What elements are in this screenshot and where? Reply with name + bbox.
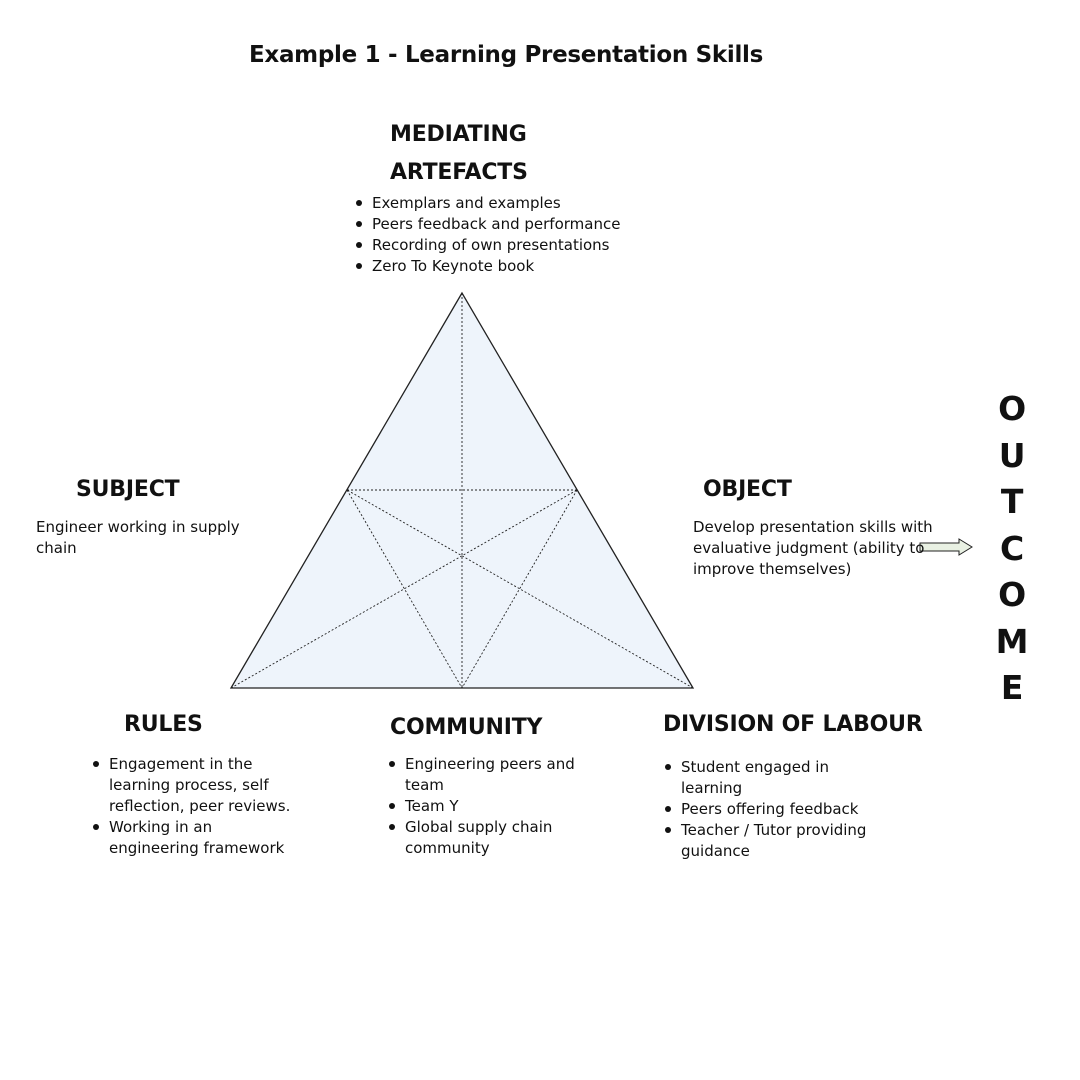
list-item: Recording of own presentations <box>355 235 655 256</box>
list-item: Peers feedback and performance <box>355 214 655 235</box>
list-item: Student engaged in learning <box>664 757 874 799</box>
community-heading: COMMUNITY <box>390 715 543 740</box>
list-item: Exemplars and examples <box>355 193 655 214</box>
list-item: Working in an engineering framework <box>92 817 292 859</box>
mediating-artefacts-list <box>355 193 655 277</box>
list-item: Engagement in the learning process, self reflection, peer reviews. <box>92 754 292 817</box>
list-item: Teacher / Tutor providing guidance <box>664 820 874 862</box>
object-heading: OBJECT <box>703 477 792 502</box>
list-item: Global supply chain community <box>388 817 588 859</box>
rules-list <box>92 754 292 859</box>
subject-heading: SUBJECT <box>76 477 180 502</box>
page-title: Example 1 - Learning Presentation Skills <box>249 42 764 68</box>
outcome-label: OUTCOME <box>995 389 1029 707</box>
list-item: Peers offering feedback <box>664 799 874 820</box>
division-of-labour-heading: DIVISION OF LABOUR <box>663 712 923 737</box>
rules-heading: RULES <box>124 712 203 737</box>
mediating-artefacts-heading <box>390 116 528 192</box>
list-item: Team Y <box>388 796 588 817</box>
division-of-labour-list <box>664 757 874 862</box>
mediating-artefacts-heading-line2: ARTEFACTS <box>390 160 528 185</box>
mediating-artefacts-heading-line1: MEDIATING <box>390 122 527 147</box>
subject-text: Engineer working in supply chain <box>36 518 240 557</box>
community-list <box>388 754 588 859</box>
list-item: Engineering peers and team <box>388 754 588 796</box>
object-text: Develop presentation skills with evaluative judgment (ability to improve themselves) <box>693 518 933 578</box>
list-item: Zero To Keynote book <box>355 256 655 277</box>
